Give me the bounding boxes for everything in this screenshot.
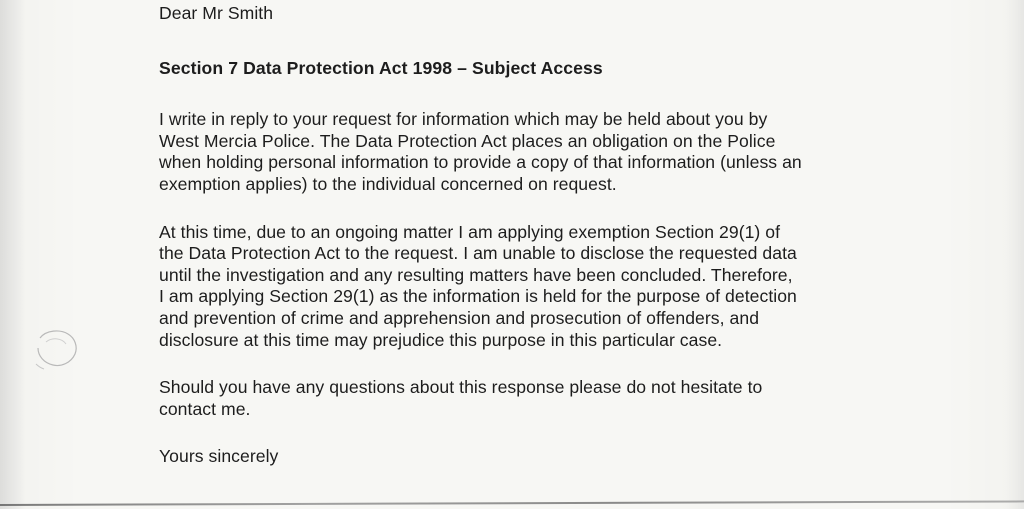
paragraph-1-line: I write in reply to your request for information which may be held about you by [159,109,768,130]
letter-heading: Section 7 Data Protection Act 1998 – Subject Access [159,57,603,78]
salutation: Dear Mr Smith [159,3,274,23]
paragraph-1 [159,109,932,195]
paragraph-2-line: I am applying Section 29(1) as the information is held for the purpose of detection [159,286,797,307]
paragraph-2-line: and prevention of crime and apprehension and prosecution of offenders, and [159,307,760,328]
paragraph-2-line: the Data Protection Act to the request. I am unable to disclose the requested data [159,243,797,264]
punch-hole-icon [28,320,84,378]
paragraph-1-line: West Mercia Police. The Data Protection Act places an obligation on the Police [159,130,776,151]
paragraph-3 [159,377,932,420]
paragraph-2 [159,222,932,352]
paper-right-shadow [1006,0,1024,509]
paragraph-2-line: until the investigation and any resulting matters have been concluded. Therefore, [159,264,793,285]
paragraph-1-line: when holding personal information to provide a copy of that information (unless an [159,152,802,173]
letter-body [159,3,932,468]
signoff: Yours sincerely [159,446,279,467]
paragraph-2-line: At this time, due to an ongoing matter I am applying exemption Section 29(1) of [159,221,781,242]
paragraph-1-line: exemption applies) to the individual concerned on request. [159,173,617,194]
paper-left-shadow [0,0,26,509]
paragraph-3-line: contact me. [159,398,251,419]
paragraph-3-line: Should you have any questions about this response please do not hesitate to [159,377,763,398]
paper-bottom-edge [0,500,1024,506]
paragraph-2-line: disclosure at this time may prejudice this purpose in this particular case. [159,329,723,350]
